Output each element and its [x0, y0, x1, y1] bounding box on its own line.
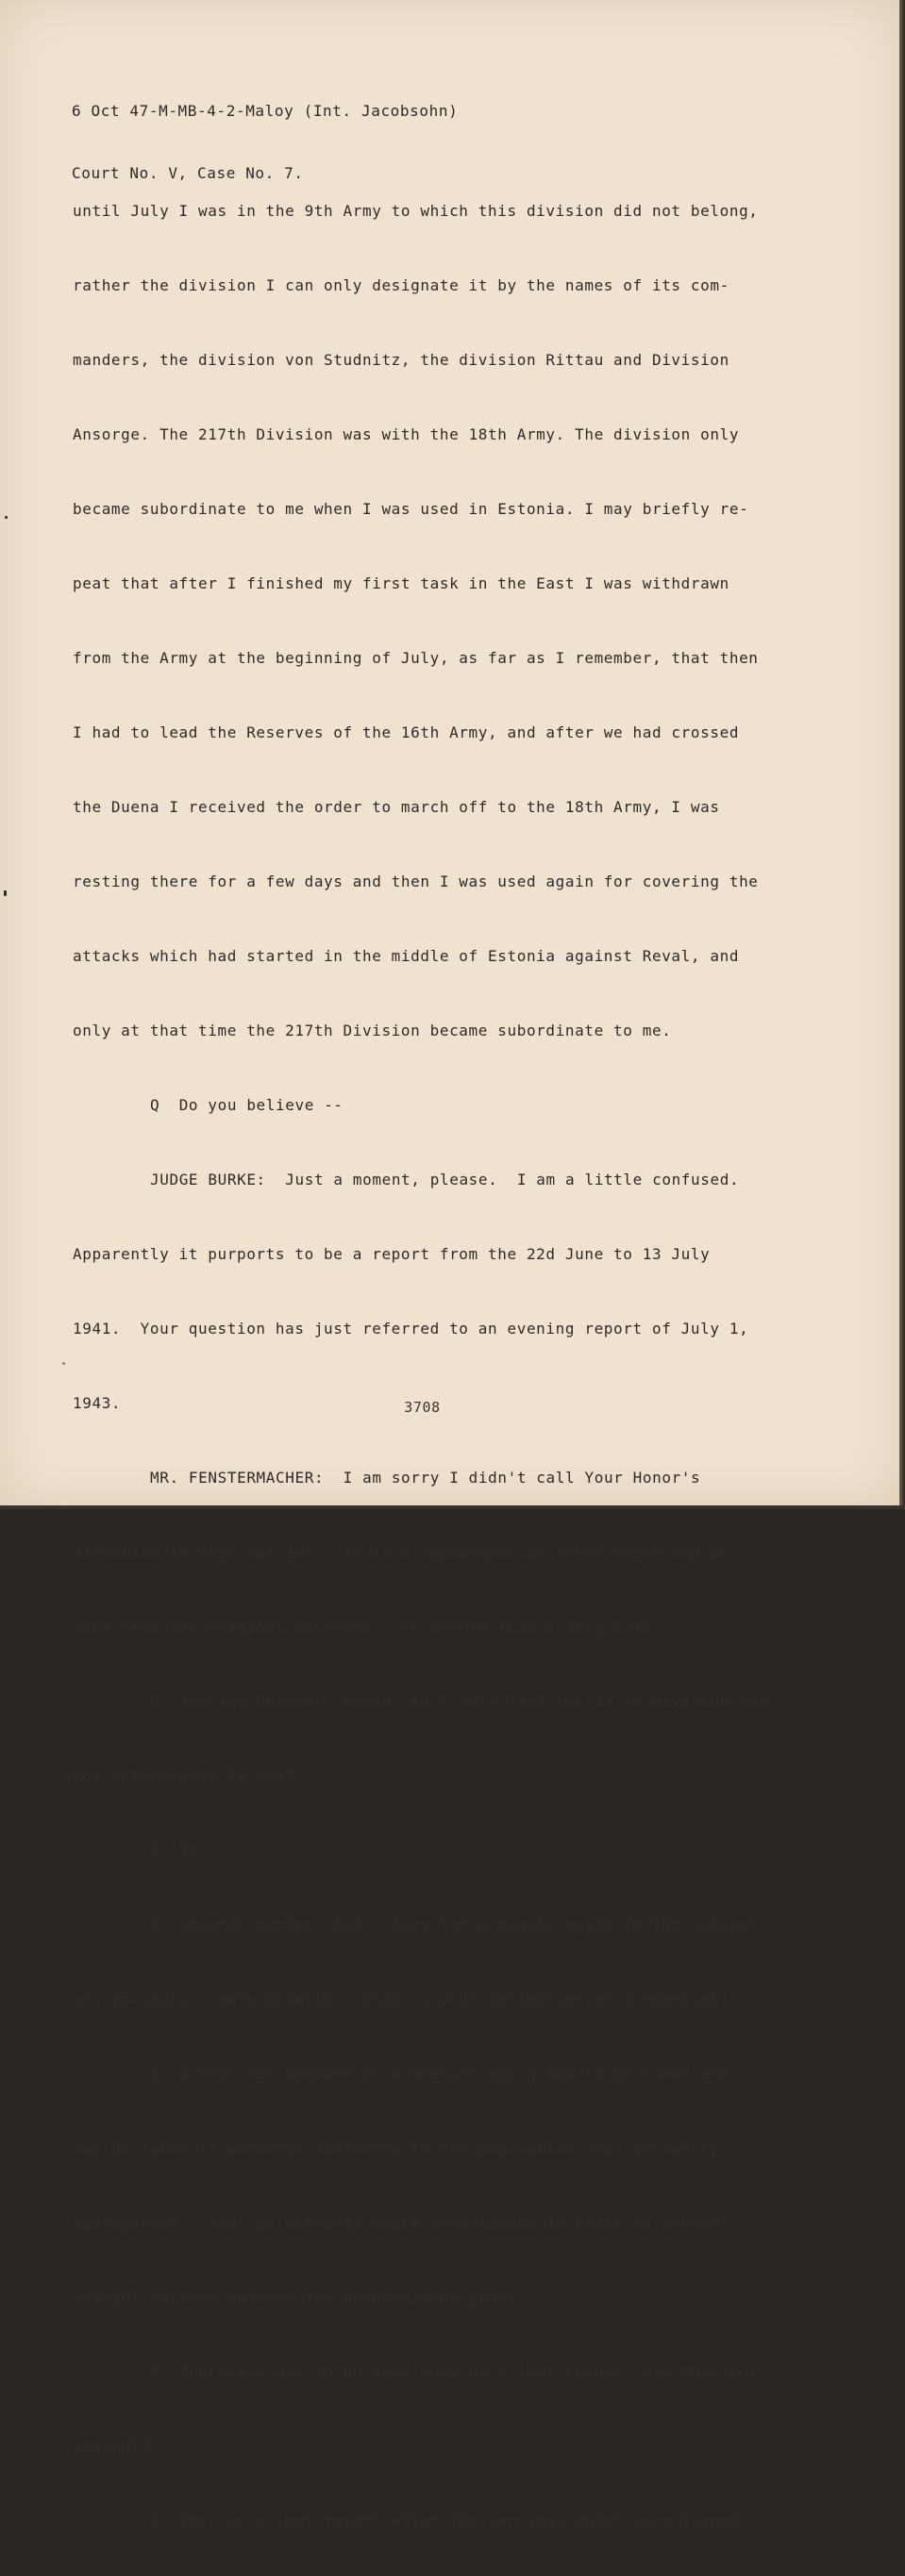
transcript-line: General? — [73, 2427, 884, 2466]
transcript-line: illegal actions against the occupational power. — [73, 2278, 884, 2317]
question-line: Q General Kuntze, let's turn for a minute again to the subject — [73, 1905, 884, 1944]
transcript-line: attacks which had started in the middle of Estonia against Reval, and — [73, 937, 884, 975]
page-number: 3708 — [0, 1399, 845, 1416]
question-line: Q Reprisals are to be used only as a last resort, are they not, — [73, 2352, 884, 2391]
transcript-line: I had to lead the Reserves of the 16th Army, and after we had crossed — [73, 713, 884, 752]
transcript-line: only at that time the 217th Division became subordinate to me. — [73, 1011, 884, 1050]
transcript-body — [73, 156, 884, 2576]
transcript-line: Apparently it purports to be a report from the 22d June to 13 July — [73, 1235, 884, 1273]
transcript-line: the Duena I received the order to march off to the 18th Army, I was — [73, 788, 884, 826]
answer-line: A No. — [73, 1831, 884, 1870]
scan-edge-right — [899, 0, 905, 1509]
margin-speck — [4, 890, 7, 896]
transcript-line: 1941. Your question has just referred to an evening report of July 1, — [73, 1309, 884, 1348]
transcript-line: of reprisals - very briefly. What is your definition of a reprisal? — [73, 1980, 884, 2019]
question-line: Q You say General Kuntze, on 1 July 1941 the 217th Division was — [73, 1682, 884, 1720]
speaker-line: MR. FENSTERMACHER: I am sorry I didn't call Your Honor's — [73, 1458, 884, 1497]
transcript-line: Ansorge. The 217th Division was with the 18th Army. The division only — [73, 415, 884, 454]
header-reference: 6 Oct 47-M-MB-4-2-Maloy (Int. Jacobsohn) — [72, 101, 458, 122]
answer-line: A Yes, as a last resort after the warnings which were issued — [73, 2501, 884, 2540]
header-court-case: Court No. V, Case No. 7. — [72, 163, 458, 184]
question-line: Q Do you believe -- — [73, 1086, 884, 1124]
transcript-line: became subordinate to me when I was used in Estonia. I may briefly re- — [73, 490, 884, 528]
transcript-line: not subordinate to you? — [73, 1756, 884, 1795]
transcript-line: rather the division I can only designate it by the names of its com- — [73, 266, 884, 305]
answer-line: A A reprisal measure is a measure which has to be taken and — [73, 2054, 884, 2093]
scan-edge-bottom — [0, 1505, 905, 1509]
transcript-line: attention to this earlier. It is a typographical error which can be — [73, 1533, 884, 1571]
transcript-line: may be taken if warnings addressed to the population are constantly — [73, 2129, 884, 2168]
transcript-line: 1943. — [73, 1384, 884, 1422]
transcript-line: resting there for a few days and then I was used again for covering the — [73, 862, 884, 901]
transcript-line: until July I was in the 9th Army to which this division did not belong, — [73, 191, 884, 230]
margin-speck — [5, 516, 8, 519]
transcript-line: from the Army at the beginning of July, as far as I remember, that then — [73, 639, 884, 677]
speaker-line: JUDGE BURKE: Just a moment, please. I am a little confused. — [73, 1160, 884, 1199]
transcript-line: disregarded. That is warnings which were issued in order to prevent — [73, 2203, 884, 2242]
margin-speck — [62, 1362, 65, 1365]
transcript-line: peat that after I finished my first task in the East I was withdrawn — [73, 564, 884, 603]
transcript-line: seen from the original document. It should read 1 July 1941. — [73, 1607, 884, 1646]
transcript-line: manders, the division von Studnitz, the division Rittau and Division — [73, 341, 884, 379]
